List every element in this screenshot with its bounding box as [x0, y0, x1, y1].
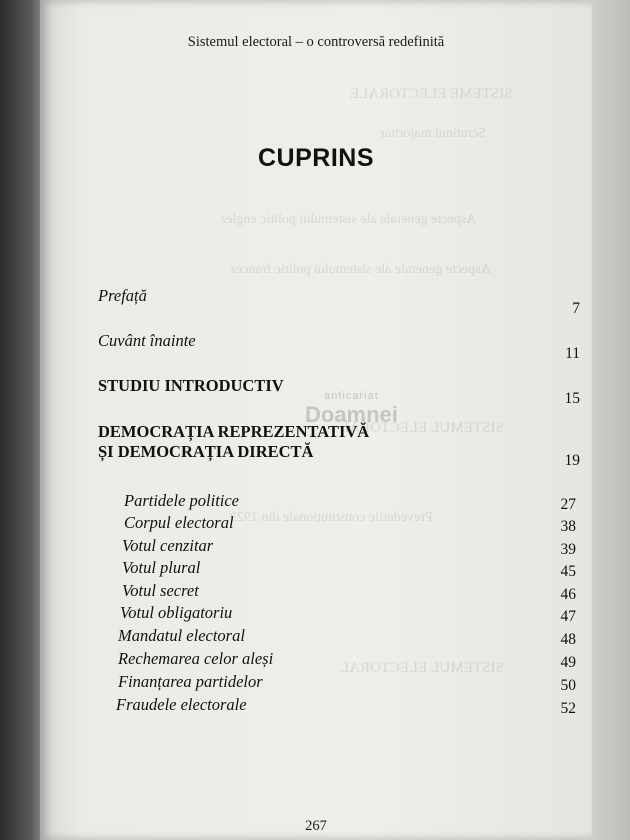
toc-entry-label: Mandatul electoral — [118, 626, 245, 645]
toc-entry-page: 50 — [560, 677, 576, 694]
show-through-text: SISTEMUL ELECTORAL — [340, 420, 504, 436]
book-spine-shadow — [0, 0, 44, 840]
toc-entry-label: Votul obligatoriu — [120, 603, 233, 622]
show-through-text: SISTEME ELECTORALE — [350, 86, 513, 102]
watermark-logo — [305, 390, 398, 428]
toc-entry-page: 48 — [560, 631, 576, 648]
page-edge — [592, 0, 630, 840]
watermark-line1: anticariat — [324, 390, 379, 402]
toc-entry-label: Fraudele electorale — [116, 695, 247, 714]
show-through-text: Scrutinul majoritar — [380, 126, 487, 141]
toc-entry-label: Cuvânt înainte — [98, 331, 196, 350]
toc-entry-label: Votul cenzitar — [122, 536, 214, 555]
toc-entry-page: 47 — [560, 608, 576, 625]
watermark-line2: Doamnei — [305, 402, 398, 427]
toc-entry-label: STUDIU INTRODUCTIV — [98, 376, 284, 395]
toc-entry-label: Partidele politice — [124, 491, 240, 510]
toc-entry-page: 38 — [560, 518, 576, 535]
toc-entry-page: 46 — [560, 586, 576, 603]
show-through-text: Aspecte generale ale sistemului politic francez — [230, 262, 491, 277]
toc-entry-page: 19 — [564, 452, 580, 469]
toc-entry-label: Votul plural — [122, 558, 201, 577]
toc-entry-label: Rechemarea celor aleși — [118, 649, 274, 668]
show-through-text: Prevederile constituționale din 1923 — [230, 510, 433, 525]
book-page — [40, 0, 592, 840]
toc-entry-label: DEMOCRAȚIA REPREZENTATIVĂ — [98, 422, 370, 441]
toc-entry-page: 39 — [560, 541, 576, 558]
toc-entry-page: 11 — [565, 345, 580, 362]
toc-entry-page: 27 — [560, 496, 576, 513]
toc-entry-page: 52 — [560, 700, 576, 717]
page-number: 267 — [305, 818, 327, 834]
toc-entry-label: Prefață — [98, 286, 147, 305]
toc-entry-label: Votul secret — [122, 581, 199, 600]
toc-entry-label-continued: ȘI DEMOCRAȚIA DIRECTĂ — [98, 442, 314, 461]
toc-entry-page: 49 — [560, 654, 576, 671]
show-through-text: SISTEMUL ELECTORAL — [340, 660, 504, 676]
toc-entry-page: 15 — [564, 390, 580, 407]
toc-entry-label: Finanțarea partidelor — [118, 672, 263, 691]
running-header: Sistemul electoral – o controversă redefinită — [187, 34, 445, 50]
show-through-text: Aspecte generale ale sistemului politic englez — [220, 212, 477, 227]
toc-entry-page: 45 — [560, 563, 576, 580]
toc-entry-page: 7 — [572, 300, 580, 317]
toc-entry-label: Corpul electoral — [124, 513, 234, 532]
page-title: CUPRINS — [257, 144, 374, 172]
